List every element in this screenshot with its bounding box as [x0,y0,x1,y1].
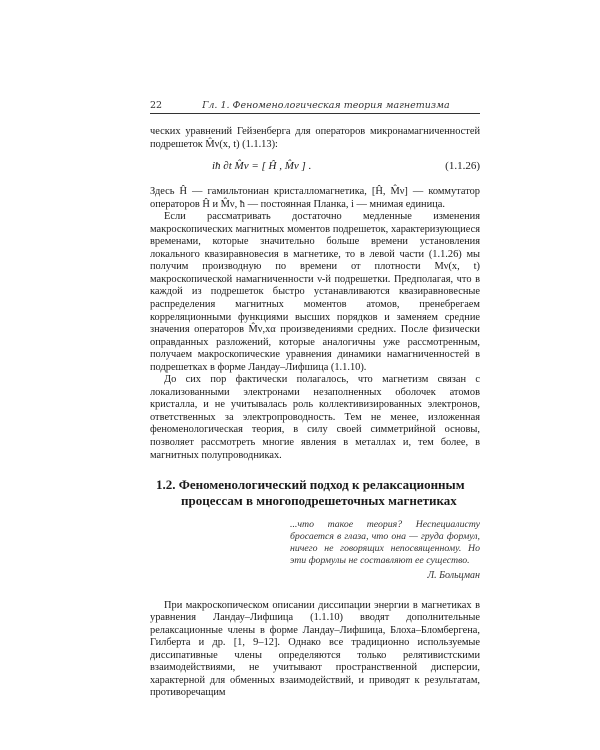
paragraph: ческих уравнений Гейзенберга для операторов микронамагниченностей подрешеток M̂ν(x, t) (1.1.13): [150,126,480,150]
equation-number: (1.1.26) [445,160,480,173]
paragraph: Если рассматривать достаточно медленные изменения макроскопических магнитных моментов подрешеток, характеризующиеся временами, которые значительно больше времени установления локального квазиравновесия в магнетике, то в левой части (1.1.26) мы получим производную по времени от плотности Mν(x, t) макроскопической намагниченности ν-й подрешетки. Предполагая, что в каждой из подрешеток быстро устанавливаются квазиравновесные распределения магнитных моментов атомов, пренебрегаем корреляционными функциями высших порядков и заменяем средние значения операторов M̂ν,xα произведениями средних. После физически оправданных разложений, которые аналогичны уже рассмотренным, получаем макроскопические уравнения динамики намагниченностей в подрешетках в форме Ландау–Лифшица (1.1.10). [150,211,480,373]
section-heading [156,477,480,509]
epigraph-text: ...что такое теория? Неспециалисту бросается в глаза, что она — груда формул, ничего не говорящих непосвященному. Но эти формулы не составляют ее существо. [290,519,480,566]
running-title: Гл. 1. Феноменологическая теория магнетизма [202,100,450,111]
book-page [150,100,480,700]
section-heading-line: 1.2. Феноменологический подход к релаксационным [156,477,465,493]
equation-expression: iħ ∂t M̂ν = [ Ĥ , M̂ν ] . [212,160,312,173]
paragraph: До сих пор фактически полагалось, что магнетизм связан с локализованными электронами незаполненных оболочек атомов кристалла, и не учитывалась роль коллективизированных электронов, ответственных за электропроводность. Тем не менее, изложенная феноменологическая теория, в силу своей симметрийной основы, позволяет рассмотреть многие явления в металлах и, тем более, в магнитных полупроводниках. [150,374,480,461]
page-number: 22 [150,100,163,111]
paragraph: При макроскопическом описании диссипации энергии в магнетиках в уравнения Ландау–Лифшица (1.1.10) вводят дополнительные релаксационные члены в форме Ландау–Лифшица, Блоха–Бломбергена, Гилберта и др. [1, 9–12]. Однако все традиционно используемые диссипативные члены определяются только релятивистскими взаимодействиями, не учитывают пространственной дисперсии, характерной для обменных взаимодействий, и приводят к результатам, противоречащим [150,599,480,699]
section-heading-line: процессам в многоподрешеточных магнетиках [181,493,457,509]
paragraph: Здесь Ĥ — гамильтониан кристалломагнетика, [Ĥ, M̂ν] — коммутатор операторов Ĥ и M̂ν, ħ — постоянная Планка, i — мнимая единица. [150,186,480,210]
epigraph [290,519,480,582]
equation [150,156,480,183]
running-header [150,100,480,114]
epigraph-author: Л. Больцман [427,569,480,581]
